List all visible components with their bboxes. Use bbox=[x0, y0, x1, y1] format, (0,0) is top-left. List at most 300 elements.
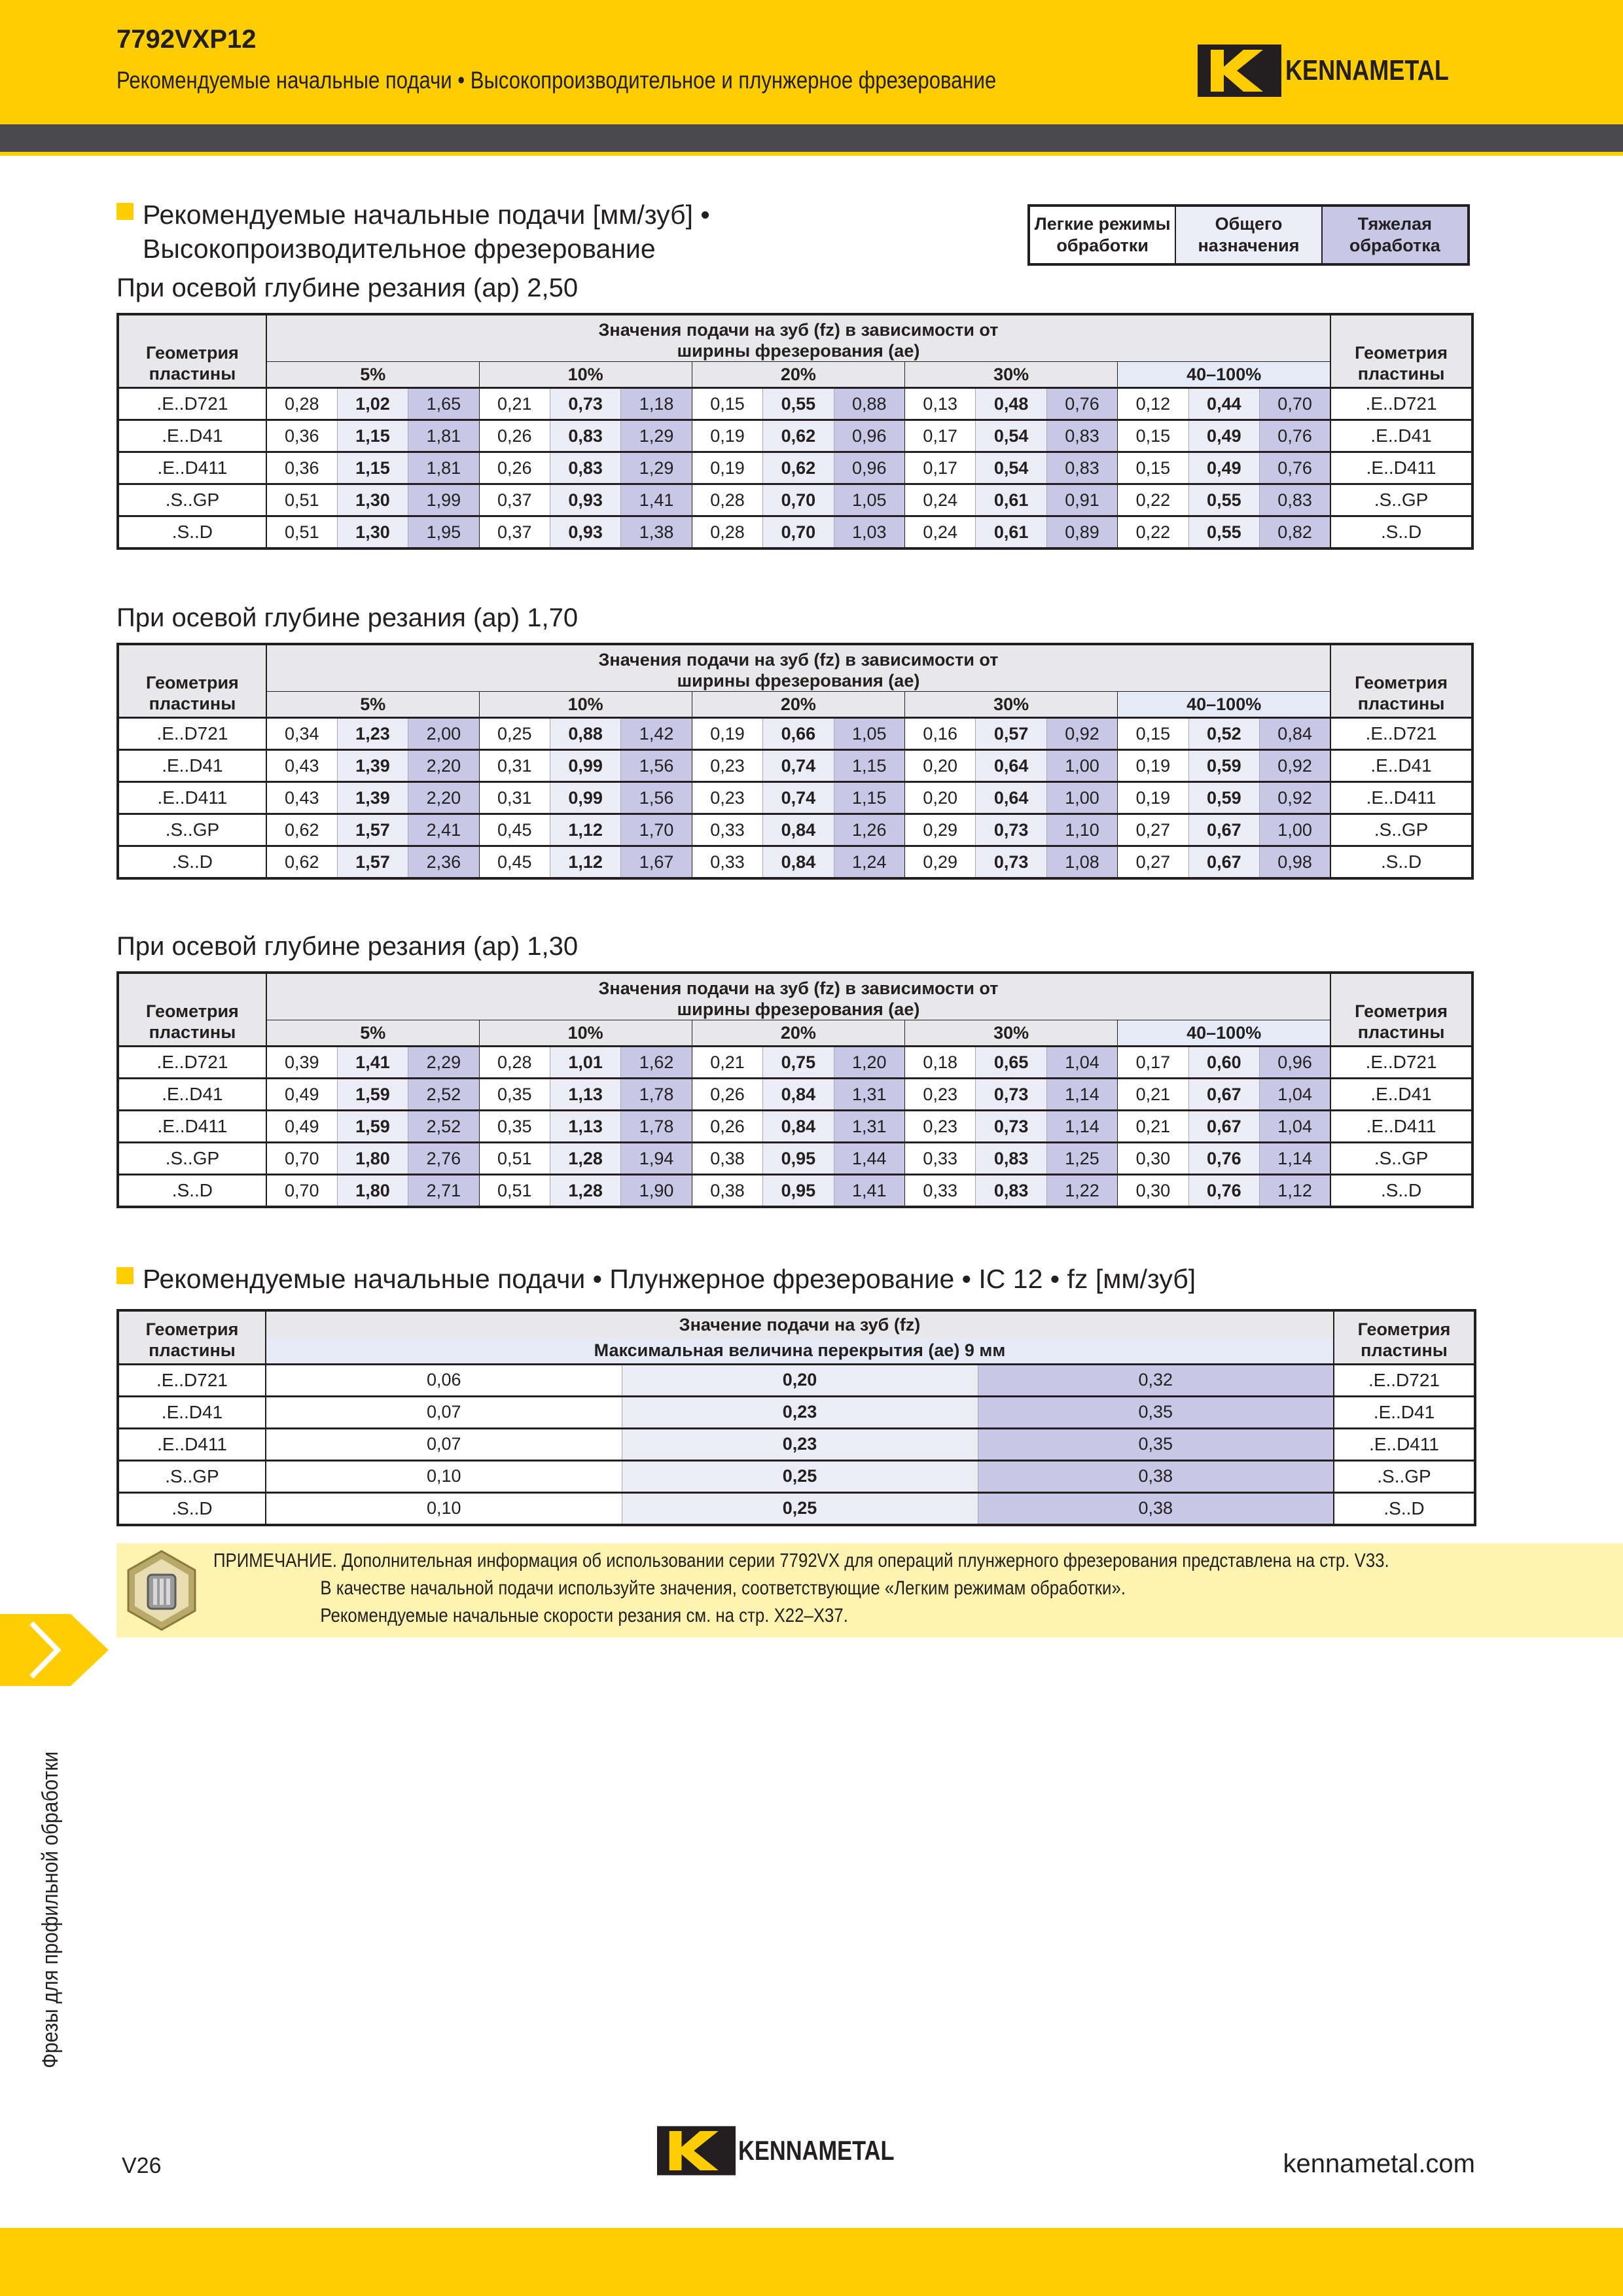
general-feed-cell: 1,80 bbox=[337, 1175, 408, 1208]
heavy-feed-cell: 1,04 bbox=[1260, 1079, 1331, 1111]
heavy-feed-cell: 1,31 bbox=[834, 1111, 904, 1143]
general-feed-cell: 1,59 bbox=[337, 1079, 408, 1111]
light-feed-cell: 0,22 bbox=[1118, 516, 1188, 549]
light-feed-cell: 0,21 bbox=[1118, 1079, 1188, 1111]
light-feed-cell: 0,28 bbox=[692, 484, 762, 516]
general-feed-cell: 0,67 bbox=[1188, 1079, 1259, 1111]
heavy-feed-cell: 0,96 bbox=[1260, 1047, 1331, 1079]
heavy-feed-cell: 2,20 bbox=[408, 782, 479, 814]
general-feed-cell: 0,75 bbox=[763, 1047, 834, 1079]
geometry-cell-right: .E..D411 bbox=[1330, 782, 1472, 814]
light-feed-cell: 0,49 bbox=[266, 1111, 337, 1143]
kennametal-k-icon bbox=[1198, 45, 1281, 97]
heavy-feed-cell: 0,92 bbox=[1260, 782, 1331, 814]
light-feed-cell: 0,26 bbox=[692, 1111, 762, 1143]
light-feed-cell: 0,28 bbox=[692, 516, 762, 549]
general-feed-cell: 0,67 bbox=[1188, 1111, 1259, 1143]
light-feed-cell: 0,36 bbox=[266, 420, 337, 452]
general-feed-cell: 0,95 bbox=[763, 1143, 834, 1175]
feed-caption: Значения подачи на зуб (fz) в зависимости от ширины фрезерования (ae) bbox=[266, 314, 1330, 362]
geometry-cell-right: .S..GP bbox=[1330, 814, 1472, 846]
light-feed-cell: 0,12 bbox=[1118, 388, 1188, 420]
note-line-1: ПРИМЕЧАНИЕ. Дополнительная информация об использовании серии 7792VX для операций плунжерного фрезерования представлена на стр. V33. bbox=[213, 1550, 1389, 1571]
geometry-cell: .S..D bbox=[118, 1492, 266, 1525]
light-feed-cell: 0,70 bbox=[266, 1175, 337, 1208]
yellow-square-bullet bbox=[116, 1267, 134, 1284]
kennametal-k-icon bbox=[657, 2125, 736, 2177]
product-code: 7792VXP12 bbox=[116, 25, 257, 54]
light-feed-cell: 0,35 bbox=[479, 1079, 550, 1111]
heavy-feed-cell: 0,88 bbox=[834, 388, 904, 420]
page-subtitle: Рекомендуемые начальные подачи • Высокопроизводительное и плунжерное фрезерование bbox=[116, 67, 997, 94]
width-header: 10% bbox=[479, 362, 692, 388]
general-feed-cell: 0,99 bbox=[550, 750, 620, 782]
general-feed-cell: 1,12 bbox=[550, 814, 620, 846]
light-feed-cell: 0,62 bbox=[266, 846, 337, 879]
heavy-feed-cell: 2,41 bbox=[408, 814, 479, 846]
geometry-cell: .E..D411 bbox=[118, 1428, 266, 1460]
table-row bbox=[118, 452, 1472, 484]
light-feed-cell: 0,30 bbox=[1118, 1175, 1188, 1208]
geometry-cell: .S..GP bbox=[118, 1460, 266, 1492]
heavy-feed-cell: 0,92 bbox=[1046, 718, 1117, 750]
general-feed-cell: 0,93 bbox=[550, 484, 620, 516]
general-feed-cell: 0,64 bbox=[976, 782, 1046, 814]
table-row bbox=[118, 1111, 1472, 1143]
light-feed-cell: 0,29 bbox=[905, 846, 976, 879]
heavy-feed-cell: 1,44 bbox=[834, 1143, 904, 1175]
general-feed-cell: 0,74 bbox=[763, 782, 834, 814]
geometry-cell: .E..D721 bbox=[118, 718, 266, 750]
width-header: 40–100% bbox=[1118, 692, 1330, 718]
legend-box bbox=[1027, 204, 1470, 266]
heavy-feed-cell: 1,67 bbox=[621, 846, 692, 879]
light-feed-cell: 0,15 bbox=[1118, 452, 1188, 484]
width-header: 5% bbox=[266, 1020, 479, 1047]
note-badge-icon bbox=[124, 1549, 199, 1632]
general-feed-cell: 1,57 bbox=[337, 846, 408, 879]
table-row bbox=[118, 388, 1472, 420]
light-feed-cell: 0,23 bbox=[905, 1111, 976, 1143]
depth-table-title: При осевой глубине резания (ap) 1,30 bbox=[116, 932, 579, 961]
light-feed-cell: 0,23 bbox=[692, 782, 762, 814]
heavy-feed-cell: 1,70 bbox=[621, 814, 692, 846]
general-feed-cell: 0,49 bbox=[1188, 452, 1259, 484]
light-feed-cell: 0,31 bbox=[479, 782, 550, 814]
geometry-cell: .E..D411 bbox=[118, 452, 266, 484]
general-feed-cell: 0,83 bbox=[976, 1143, 1046, 1175]
general-feed-cell: 1,39 bbox=[337, 750, 408, 782]
footer-brand-name: KENNAMETAL bbox=[738, 2135, 895, 2166]
general-feed-cell: 1,39 bbox=[337, 782, 408, 814]
light-feed-cell: 0,10 bbox=[266, 1460, 622, 1492]
width-header: 5% bbox=[266, 692, 479, 718]
footer-band bbox=[0, 2228, 1623, 2296]
general-feed-cell: 0,84 bbox=[763, 1111, 834, 1143]
general-feed-cell: 0,59 bbox=[1188, 750, 1259, 782]
table-row bbox=[118, 1143, 1472, 1175]
light-feed-cell: 0,19 bbox=[692, 452, 762, 484]
section-title-plunge: Рекомендуемые начальные подачи • Плунжерное фрезерование • IC 12 • fz [мм/зуб] bbox=[116, 1262, 1196, 1296]
general-feed-cell: 1,15 bbox=[337, 420, 408, 452]
light-feed-cell: 0,49 bbox=[266, 1079, 337, 1111]
light-feed-cell: 0,16 bbox=[905, 718, 976, 750]
heavy-feed-cell: 1,22 bbox=[1046, 1175, 1117, 1208]
geometry-cell: .S..D bbox=[118, 846, 266, 879]
light-feed-cell: 0,20 bbox=[905, 750, 976, 782]
geometry-cell-right: .E..D721 bbox=[1334, 1364, 1475, 1396]
table-row bbox=[118, 1460, 1475, 1492]
general-feed-cell: 0,95 bbox=[763, 1175, 834, 1208]
general-feed-cell: 1,80 bbox=[337, 1143, 408, 1175]
geometry-cell-right: .S..D bbox=[1330, 1175, 1472, 1208]
geometry-cell: .S..GP bbox=[118, 814, 266, 846]
table-row bbox=[118, 1428, 1475, 1460]
heavy-feed-cell: 1,78 bbox=[621, 1079, 692, 1111]
width-header: 10% bbox=[479, 1020, 692, 1047]
geometry-header-right: Геометрия пластины bbox=[1330, 314, 1472, 388]
geometry-cell-right: .S..GP bbox=[1334, 1460, 1475, 1492]
light-feed-cell: 0,37 bbox=[479, 516, 550, 549]
light-feed-cell: 0,29 bbox=[905, 814, 976, 846]
feed-caption: Значения подачи на зуб (fz) в зависимости от ширины фрезерования (ae) bbox=[266, 644, 1330, 692]
geometry-cell: .E..D411 bbox=[118, 782, 266, 814]
light-feed-cell: 0,33 bbox=[692, 814, 762, 846]
heavy-feed-cell: 2,20 bbox=[408, 750, 479, 782]
geometry-cell-right: .E..D41 bbox=[1330, 420, 1472, 452]
geometry-header-right: Геометрия пластины bbox=[1330, 644, 1472, 718]
light-feed-cell: 0,07 bbox=[266, 1396, 622, 1428]
general-feed-cell: 0,44 bbox=[1188, 388, 1259, 420]
light-feed-cell: 0,26 bbox=[692, 1079, 762, 1111]
footer-logo bbox=[657, 2125, 929, 2177]
general-feed-cell: 0,61 bbox=[976, 516, 1046, 549]
geometry-cell: .S..GP bbox=[118, 1143, 266, 1175]
feed-table bbox=[116, 643, 1474, 880]
geometry-cell: .E..D721 bbox=[118, 1364, 266, 1396]
light-feed-cell: 0,21 bbox=[1118, 1111, 1188, 1143]
light-feed-cell: 0,27 bbox=[1118, 846, 1188, 879]
website-link[interactable]: kennametal.com bbox=[1283, 2149, 1475, 2178]
heavy-feed-cell: 0,96 bbox=[834, 452, 904, 484]
geometry-header-right: Геометрия пластины bbox=[1330, 973, 1472, 1047]
general-feed-cell: 0,66 bbox=[763, 718, 834, 750]
general-feed-cell: 1,57 bbox=[337, 814, 408, 846]
light-feed-cell: 0,39 bbox=[266, 1047, 337, 1079]
table-row bbox=[118, 1079, 1472, 1111]
heavy-feed-cell: 1,00 bbox=[1046, 782, 1117, 814]
geometry-cell-right: .S..GP bbox=[1330, 484, 1472, 516]
width-header: 20% bbox=[692, 362, 904, 388]
heavy-feed-cell: 1,25 bbox=[1046, 1143, 1117, 1175]
geometry-cell-right: .S..D bbox=[1330, 846, 1472, 879]
geometry-cell-right: .E..D721 bbox=[1330, 1047, 1472, 1079]
heavy-feed-cell: 1,65 bbox=[408, 388, 479, 420]
heavy-feed-cell: 0,82 bbox=[1260, 516, 1331, 549]
light-feed-cell: 0,38 bbox=[692, 1143, 762, 1175]
heavy-feed-cell: 2,29 bbox=[408, 1047, 479, 1079]
heavy-feed-cell: 1,94 bbox=[621, 1143, 692, 1175]
table-row bbox=[118, 1364, 1475, 1396]
heavy-feed-cell: 1,08 bbox=[1046, 846, 1117, 879]
geometry-cell-right: .E..D411 bbox=[1330, 1111, 1472, 1143]
light-feed-cell: 0,10 bbox=[266, 1492, 622, 1525]
light-feed-cell: 0,21 bbox=[692, 1047, 762, 1079]
heavy-feed-cell: 0,32 bbox=[978, 1364, 1334, 1396]
heavy-feed-cell: 1,14 bbox=[1260, 1143, 1331, 1175]
table-row bbox=[118, 846, 1472, 879]
geometry-cell-right: .E..D721 bbox=[1330, 388, 1472, 420]
light-feed-cell: 0,15 bbox=[1118, 420, 1188, 452]
geometry-cell-right: .E..D411 bbox=[1330, 452, 1472, 484]
section-tab-arrow-icon bbox=[0, 1614, 109, 1686]
light-feed-cell: 0,45 bbox=[479, 846, 550, 879]
general-feed-cell: 0,23 bbox=[622, 1396, 978, 1428]
page-number: V26 bbox=[122, 2153, 162, 2178]
heavy-feed-cell: 2,00 bbox=[408, 718, 479, 750]
light-feed-cell: 0,18 bbox=[905, 1047, 976, 1079]
heavy-feed-cell: 1,00 bbox=[1046, 750, 1117, 782]
general-feed-cell: 0,48 bbox=[976, 388, 1046, 420]
brand-logo bbox=[1198, 45, 1485, 97]
heavy-feed-cell: 0,84 bbox=[1260, 718, 1331, 750]
heavy-feed-cell: 1,14 bbox=[1046, 1111, 1117, 1143]
yellow-square-bullet bbox=[116, 203, 134, 220]
geometry-header: Геометрия пластины bbox=[118, 314, 266, 388]
general-feed-cell: 0,25 bbox=[622, 1460, 978, 1492]
general-feed-cell: 0,70 bbox=[763, 484, 834, 516]
geometry-cell-right: .E..D411 bbox=[1334, 1428, 1475, 1460]
geometry-cell: .S..D bbox=[118, 516, 266, 549]
heavy-feed-cell: 2,71 bbox=[408, 1175, 479, 1208]
heavy-feed-cell: 1,56 bbox=[621, 782, 692, 814]
geometry-header: Геометрия пластины bbox=[118, 973, 266, 1047]
geometry-cell-right: .S..GP bbox=[1330, 1143, 1472, 1175]
legend-heavy: Тяжелая обработка bbox=[1323, 207, 1467, 263]
general-feed-cell: 0,60 bbox=[1188, 1047, 1259, 1079]
general-feed-cell: 0,74 bbox=[763, 750, 834, 782]
heavy-feed-cell: 0,89 bbox=[1046, 516, 1117, 549]
brand-name: KENNAMETAL bbox=[1285, 54, 1449, 86]
light-feed-cell: 0,26 bbox=[479, 452, 550, 484]
general-feed-cell: 0,55 bbox=[763, 388, 834, 420]
light-feed-cell: 0,23 bbox=[692, 750, 762, 782]
heavy-feed-cell: 0,38 bbox=[978, 1460, 1334, 1492]
general-feed-cell: 0,25 bbox=[622, 1492, 978, 1525]
heavy-feed-cell: 1,04 bbox=[1046, 1047, 1117, 1079]
heavy-feed-cell: 1,05 bbox=[834, 484, 904, 516]
heavy-feed-cell: 1,38 bbox=[621, 516, 692, 549]
general-feed-cell: 0,57 bbox=[976, 718, 1046, 750]
light-feed-cell: 0,33 bbox=[905, 1175, 976, 1208]
light-feed-cell: 0,36 bbox=[266, 452, 337, 484]
general-feed-cell: 0,70 bbox=[763, 516, 834, 549]
width-header: 40–100% bbox=[1118, 362, 1330, 388]
geometry-cell: .E..D41 bbox=[118, 420, 266, 452]
table-row bbox=[118, 516, 1472, 549]
general-feed-cell: 1,23 bbox=[337, 718, 408, 750]
light-feed-cell: 0,15 bbox=[692, 388, 762, 420]
general-feed-cell: 0,84 bbox=[763, 1079, 834, 1111]
heavy-feed-cell: 0,35 bbox=[978, 1428, 1334, 1460]
heavy-feed-cell: 1,18 bbox=[621, 388, 692, 420]
heavy-feed-cell: 1,78 bbox=[621, 1111, 692, 1143]
heavy-feed-cell: 0,76 bbox=[1260, 420, 1331, 452]
geometry-cell-right: .E..D721 bbox=[1330, 718, 1472, 750]
general-feed-cell: 0,83 bbox=[550, 452, 620, 484]
geometry-cell: .E..D41 bbox=[118, 1396, 266, 1428]
general-feed-cell: 0,84 bbox=[763, 846, 834, 879]
table-row bbox=[118, 420, 1472, 452]
general-feed-cell: 1,12 bbox=[550, 846, 620, 879]
light-feed-cell: 0,25 bbox=[479, 718, 550, 750]
light-feed-cell: 0,24 bbox=[905, 516, 976, 549]
heavy-feed-cell: 0,38 bbox=[978, 1492, 1334, 1525]
general-feed-cell: 0,59 bbox=[1188, 782, 1259, 814]
light-feed-cell: 0,51 bbox=[479, 1143, 550, 1175]
light-feed-cell: 0,19 bbox=[692, 718, 762, 750]
width-header: 30% bbox=[905, 692, 1118, 718]
light-feed-cell: 0,27 bbox=[1118, 814, 1188, 846]
table-row bbox=[118, 1492, 1475, 1525]
heavy-feed-cell: 0,91 bbox=[1046, 484, 1117, 516]
header-dark-stripe bbox=[0, 124, 1623, 152]
table-row bbox=[118, 718, 1472, 750]
geometry-cell: .S..D bbox=[118, 1175, 266, 1208]
geometry-cell: .E..D411 bbox=[118, 1111, 266, 1143]
light-feed-cell: 0,43 bbox=[266, 782, 337, 814]
heavy-feed-cell: 1,20 bbox=[834, 1047, 904, 1079]
feed-caption: Значение подачи на зуб (fz) bbox=[266, 1310, 1334, 1338]
light-feed-cell: 0,15 bbox=[1118, 718, 1188, 750]
heavy-feed-cell: 1,41 bbox=[621, 484, 692, 516]
table-row bbox=[118, 750, 1472, 782]
heavy-feed-cell: 2,52 bbox=[408, 1111, 479, 1143]
general-feed-cell: 0,73 bbox=[976, 1079, 1046, 1111]
heavy-feed-cell: 1,24 bbox=[834, 846, 904, 879]
light-feed-cell: 0,13 bbox=[905, 388, 976, 420]
light-feed-cell: 0,07 bbox=[266, 1428, 622, 1460]
light-feed-cell: 0,17 bbox=[905, 452, 976, 484]
general-feed-cell: 0,62 bbox=[763, 452, 834, 484]
general-feed-cell: 0,64 bbox=[976, 750, 1046, 782]
heavy-feed-cell: 0,76 bbox=[1046, 388, 1117, 420]
general-feed-cell: 1,01 bbox=[550, 1047, 620, 1079]
light-feed-cell: 0,51 bbox=[266, 484, 337, 516]
geometry-cell: .E..D721 bbox=[118, 388, 266, 420]
general-feed-cell: 0,20 bbox=[622, 1364, 978, 1396]
heavy-feed-cell: 0,83 bbox=[1260, 484, 1331, 516]
general-feed-cell: 0,83 bbox=[976, 1175, 1046, 1208]
light-feed-cell: 0,21 bbox=[479, 388, 550, 420]
side-chapter-label: Фрезы для профильной обработки bbox=[38, 1751, 63, 2068]
general-feed-cell: 0,54 bbox=[976, 420, 1046, 452]
heavy-feed-cell: 1,10 bbox=[1046, 814, 1117, 846]
light-feed-cell: 0,06 bbox=[266, 1364, 622, 1396]
geometry-cell-right: .S..D bbox=[1330, 516, 1472, 549]
heavy-feed-cell: 0,83 bbox=[1046, 452, 1117, 484]
header-yellow-line bbox=[0, 152, 1623, 156]
width-header: 30% bbox=[905, 362, 1118, 388]
light-feed-cell: 0,51 bbox=[266, 516, 337, 549]
heavy-feed-cell: 1,31 bbox=[834, 1079, 904, 1111]
table-row bbox=[118, 782, 1472, 814]
heavy-feed-cell: 1,56 bbox=[621, 750, 692, 782]
heavy-feed-cell: 1,81 bbox=[408, 420, 479, 452]
heavy-feed-cell: 1,26 bbox=[834, 814, 904, 846]
note-line-2: В качестве начальной подачи используйте значения, соответствующие «Легким режимам обработки». bbox=[320, 1577, 1126, 1599]
general-feed-cell: 0,88 bbox=[550, 718, 620, 750]
light-feed-cell: 0,31 bbox=[479, 750, 550, 782]
general-feed-cell: 0,76 bbox=[1188, 1175, 1259, 1208]
general-feed-cell: 1,13 bbox=[550, 1079, 620, 1111]
light-feed-cell: 0,17 bbox=[1118, 1047, 1188, 1079]
general-feed-cell: 1,15 bbox=[337, 452, 408, 484]
geometry-cell: .S..GP bbox=[118, 484, 266, 516]
depth-table-title: При осевой глубине резания (ap) 2,50 bbox=[116, 274, 579, 302]
light-feed-cell: 0,19 bbox=[692, 420, 762, 452]
heavy-feed-cell: 1,14 bbox=[1046, 1079, 1117, 1111]
table-row bbox=[118, 1175, 1472, 1208]
depth-table-title: При осевой глубине резания (ap) 1,70 bbox=[116, 603, 579, 632]
geometry-cell-right: .S..D bbox=[1334, 1492, 1475, 1525]
general-feed-cell: 1,28 bbox=[550, 1175, 620, 1208]
heavy-feed-cell: 2,76 bbox=[408, 1143, 479, 1175]
general-feed-cell: 0,76 bbox=[1188, 1143, 1259, 1175]
heavy-feed-cell: 1,90 bbox=[621, 1175, 692, 1208]
general-feed-cell: 1,02 bbox=[337, 388, 408, 420]
general-feed-cell: 1,30 bbox=[337, 484, 408, 516]
width-header: 5% bbox=[266, 362, 479, 388]
heavy-feed-cell: 1,03 bbox=[834, 516, 904, 549]
light-feed-cell: 0,37 bbox=[479, 484, 550, 516]
light-feed-cell: 0,28 bbox=[266, 388, 337, 420]
feed-table bbox=[116, 971, 1474, 1208]
general-feed-cell: 0,55 bbox=[1188, 516, 1259, 549]
general-feed-cell: 0,93 bbox=[550, 516, 620, 549]
feed-table bbox=[116, 313, 1474, 550]
heavy-feed-cell: 0,70 bbox=[1260, 388, 1331, 420]
heavy-feed-cell: 1,04 bbox=[1260, 1111, 1331, 1143]
heavy-feed-cell: 2,52 bbox=[408, 1079, 479, 1111]
heavy-feed-cell: 1,99 bbox=[408, 484, 479, 516]
general-feed-cell: 0,49 bbox=[1188, 420, 1259, 452]
general-feed-cell: 0,55 bbox=[1188, 484, 1259, 516]
geometry-header-right: Геометрия пластины bbox=[1334, 1310, 1475, 1364]
general-feed-cell: 0,23 bbox=[622, 1428, 978, 1460]
heavy-feed-cell: 1,62 bbox=[621, 1047, 692, 1079]
width-header: 30% bbox=[905, 1020, 1118, 1047]
light-feed-cell: 0,70 bbox=[266, 1143, 337, 1175]
light-feed-cell: 0,19 bbox=[1118, 782, 1188, 814]
light-feed-cell: 0,28 bbox=[479, 1047, 550, 1079]
general-feed-cell: 0,67 bbox=[1188, 814, 1259, 846]
geometry-cell: .E..D41 bbox=[118, 1079, 266, 1111]
light-feed-cell: 0,17 bbox=[905, 420, 976, 452]
feed-caption: Значения подачи на зуб (fz) в зависимости от ширины фрезерования (ae) bbox=[266, 973, 1330, 1020]
geometry-cell-right: .E..D41 bbox=[1330, 1079, 1472, 1111]
general-feed-cell: 0,54 bbox=[976, 452, 1046, 484]
general-feed-cell: 0,73 bbox=[976, 846, 1046, 879]
light-feed-cell: 0,26 bbox=[479, 420, 550, 452]
general-feed-cell: 1,59 bbox=[337, 1111, 408, 1143]
legend-general: Общего назначения bbox=[1176, 207, 1322, 263]
heavy-feed-cell: 1,41 bbox=[834, 1175, 904, 1208]
light-feed-cell: 0,24 bbox=[905, 484, 976, 516]
general-feed-cell: 0,99 bbox=[550, 782, 620, 814]
table-row bbox=[118, 1396, 1475, 1428]
heavy-feed-cell: 2,36 bbox=[408, 846, 479, 879]
